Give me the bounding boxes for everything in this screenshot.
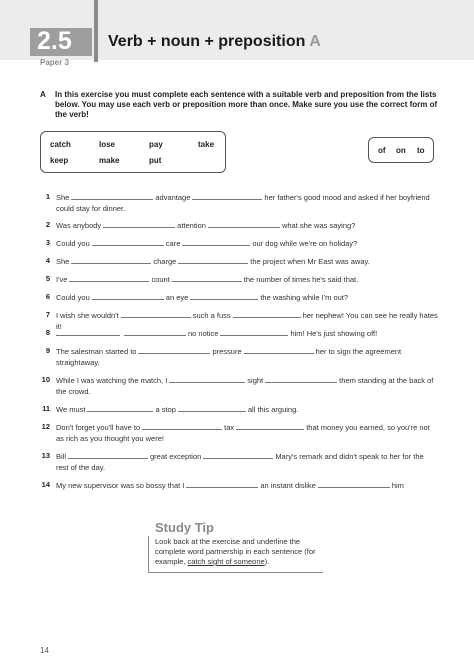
- answer-blank[interactable]: [71, 191, 153, 200]
- sentence-fragment: her nephew! You can see he really hates it!: [56, 311, 438, 331]
- preposition-word: on: [396, 146, 406, 155]
- preposition-word: of: [378, 146, 386, 155]
- item-number: 6: [45, 292, 50, 301]
- sentence-fragment: care: [165, 239, 181, 248]
- title-letter: A: [309, 33, 321, 50]
- sentence-fragment: him! He's just showing off!: [290, 329, 378, 338]
- sentence-fragment: him: [391, 481, 404, 490]
- item-sentence: [56, 403, 438, 415]
- answer-blank[interactable]: [192, 191, 262, 200]
- answer-blank[interactable]: [186, 479, 258, 488]
- sentence-fragment: all this arguing.: [247, 405, 299, 414]
- item-sentence: [56, 345, 438, 368]
- sentence-fragment: The salesman started to: [56, 347, 137, 356]
- header-divider: [94, 0, 98, 62]
- answer-blank[interactable]: [203, 450, 273, 459]
- answer-blank[interactable]: [68, 450, 148, 459]
- sentence-fragment: advantage: [155, 193, 191, 202]
- sentence-fragment: sight: [247, 376, 264, 385]
- item-number: 10: [41, 375, 50, 384]
- answer-blank[interactable]: [190, 291, 258, 300]
- item-number: 14: [41, 480, 50, 489]
- sentence-fragment: the number of times he's said that.: [243, 275, 359, 284]
- item-sentence: [56, 191, 438, 214]
- verb-word: keep: [50, 156, 69, 165]
- sentence-fragment: no notice: [188, 329, 219, 338]
- answer-blank[interactable]: [208, 219, 280, 228]
- sentence-fragment: Could you: [56, 293, 90, 302]
- answer-blank[interactable]: [138, 345, 210, 354]
- answer-blank[interactable]: [233, 309, 301, 318]
- item-sentence: [56, 291, 438, 303]
- answer-blank[interactable]: [121, 309, 191, 318]
- answer-blank[interactable]: [169, 374, 245, 383]
- sentence-fragment: her father's good mood and asked if her boyfriend could stay for dinner.: [56, 193, 430, 213]
- item-number: 13: [41, 451, 50, 460]
- answer-blank[interactable]: [69, 273, 149, 282]
- sentence-fragment: attention: [177, 221, 206, 230]
- item-number: 4: [45, 256, 50, 265]
- item-number: 5: [45, 274, 50, 283]
- sentence-fragment: tax: [224, 423, 235, 432]
- sentence-fragment: the project when Mr East was away.: [250, 257, 370, 266]
- answer-blank[interactable]: [142, 421, 222, 430]
- sentence-fragment: a stop: [155, 405, 176, 414]
- sentence-fragment: pressure: [212, 347, 242, 356]
- item-number: 3: [45, 238, 50, 247]
- verb-word: pay: [149, 140, 163, 149]
- sentence-fragment: the washing while I'm out?: [260, 293, 349, 302]
- study-tip-example: catch sight of someone: [187, 557, 265, 566]
- verb-word: put: [149, 156, 162, 165]
- paper-label: Paper 3: [40, 58, 69, 67]
- answer-blank[interactable]: [103, 219, 175, 228]
- item-sentence: [56, 219, 438, 231]
- verb-word: take: [198, 140, 215, 149]
- study-tip-heading: Study Tip: [155, 520, 214, 535]
- item-sentence: [56, 237, 438, 249]
- sentence-fragment: an eye: [165, 293, 189, 302]
- item-sentence: [56, 374, 438, 397]
- page-number: 14: [40, 646, 49, 655]
- sentence-fragment: I wish she wouldn't: [56, 311, 119, 320]
- sentence-fragment: count: [151, 275, 170, 284]
- verb-word: lose: [99, 140, 116, 149]
- sentence-fragment: that money you earned, so you're not as rich as you thought you were!: [56, 423, 430, 443]
- answer-blank[interactable]: [244, 345, 314, 354]
- sentence-fragment: My new supervisor was so bossy that I: [56, 481, 185, 490]
- sentence-fragment: While I was watching the match, I: [56, 376, 168, 385]
- sentence-fragment: our dog while we're on holiday?: [252, 239, 358, 248]
- answer-blank[interactable]: [220, 327, 288, 336]
- item-number: 11: [42, 404, 50, 413]
- answer-blank[interactable]: [71, 255, 151, 264]
- item-number: 1: [45, 192, 50, 201]
- sentence-fragment: her to sign the agreement straightaway.: [56, 347, 402, 367]
- sentence-fragment: Bill: [56, 452, 67, 461]
- item-sentence: [56, 255, 438, 267]
- answer-blank[interactable]: [178, 403, 246, 412]
- sentence-fragment: Could you: [56, 239, 90, 248]
- answer-blank[interactable]: [92, 237, 164, 246]
- verb-list-box: [40, 131, 226, 173]
- sentence-fragment: Was anybody: [56, 221, 102, 230]
- answer-blank[interactable]: [172, 273, 242, 282]
- study-tip-text: [155, 537, 317, 567]
- answer-blank[interactable]: [178, 255, 248, 264]
- sentence-fragment: Mary's remark and didn't speak to her for the rest of the day.: [56, 452, 424, 472]
- item-number: 8: [45, 328, 50, 337]
- item-number: 12: [41, 422, 50, 431]
- study-tip-body: Look back at the exercise and underline the complete word partnership in each sentence (for example,: [155, 537, 316, 566]
- answer-blank[interactable]: [124, 327, 186, 336]
- section-letter: A: [40, 90, 46, 99]
- sentence-fragment: charge: [153, 257, 177, 266]
- sentence-fragment: such a fuss: [192, 311, 231, 320]
- answer-blank[interactable]: [87, 403, 153, 412]
- sentence-fragment: what she was saying?: [281, 221, 356, 230]
- title-text: Verb + noun + preposition: [108, 33, 306, 50]
- sentence-fragment: We must: [56, 405, 86, 414]
- study-tip-suffix: ).: [264, 557, 270, 566]
- answer-blank[interactable]: [92, 291, 164, 300]
- sentence-fragment: She: [56, 193, 70, 202]
- sentence-fragment: She: [56, 257, 70, 266]
- item-sentence: [56, 327, 438, 339]
- item-number: 2: [45, 220, 50, 229]
- item-sentence: [56, 450, 438, 473]
- item-sentence: [56, 479, 438, 491]
- sentence-fragment: great exception: [150, 452, 202, 461]
- answer-blank[interactable]: [56, 327, 120, 336]
- item-sentence: [56, 273, 438, 285]
- answer-blank[interactable]: [265, 374, 337, 383]
- item-sentence: [56, 421, 438, 444]
- answer-blank[interactable]: [318, 479, 390, 488]
- item-number: 7: [45, 310, 50, 319]
- item-number: 9: [45, 346, 50, 355]
- answer-blank[interactable]: [236, 421, 304, 430]
- instructions: In this exercise you must complete each sentence with a suitable verb and preposition from the lists below. You may use each verb or preposition more than once. Make sure you use the correct form of the verb!: [55, 90, 438, 119]
- sentence-fragment: them standing at the back of the crowd.: [56, 376, 434, 396]
- preposition-list-box: [368, 137, 434, 163]
- sentence-fragment: I've: [56, 275, 68, 284]
- verb-word: catch: [50, 140, 71, 149]
- verb-word: make: [99, 156, 120, 165]
- answer-blank[interactable]: [182, 237, 250, 246]
- sentence-fragment: Don't forget you'll have to: [56, 423, 141, 432]
- page-title: [108, 32, 321, 52]
- unit-number: 2.5: [37, 27, 72, 55]
- sentence-fragment: an instant dislike: [260, 481, 316, 490]
- preposition-word: to: [417, 146, 425, 155]
